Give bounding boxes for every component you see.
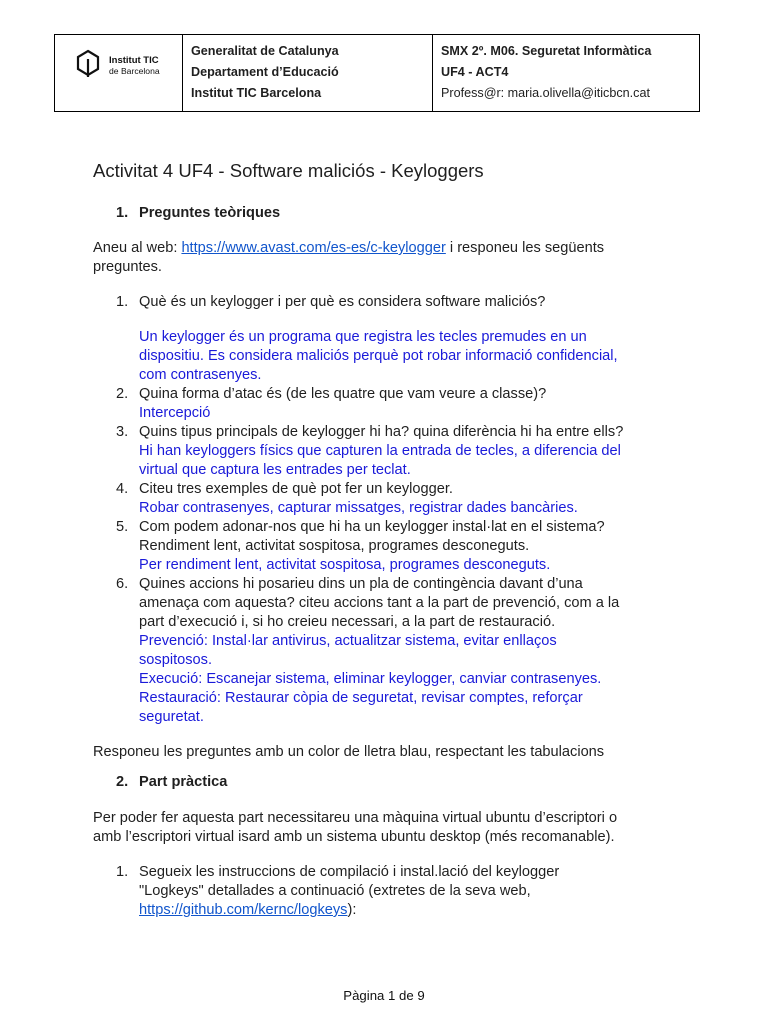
answer-text: Execució: Escanejar sistema, eliminar keylogger, canviar contrasenyes. — [139, 671, 602, 687]
practice-intro: amb l’escriptori virtual isard amb un sistema ubuntu desktop (més recomanable). — [93, 829, 615, 845]
document-header-table — [54, 34, 700, 112]
question-number: 3. — [116, 424, 129, 440]
step-number: 1. — [116, 864, 129, 880]
intro-text-after: i responeu les següents — [445, 240, 605, 256]
answer-text: sospitosos. — [139, 652, 213, 668]
logo-line-1: Institut TIC — [109, 55, 159, 66]
question-text: Què és un keylogger i per què es considera software maliciós? — [139, 294, 546, 310]
answer-text: Intercepció — [139, 405, 211, 421]
course-title: SMX 2º. M06. Seguretat Informàtica — [441, 44, 652, 58]
header-line: Generalitat de Catalunya — [191, 44, 339, 58]
answer-text: virtual que captura les entrades per teclat. — [139, 462, 411, 478]
page-footer: Pàgina 1 de 9 — [343, 988, 425, 1003]
answer-text: seguretat. — [139, 709, 204, 725]
question-text: part d’execució i, si ho creieu necessari, a la part de restauració. — [139, 614, 556, 630]
question-text: Com podem adonar-nos que hi ha un keylogger instal·lat en el sistema? — [139, 519, 605, 535]
intro-text: Aneu al web: — [93, 240, 182, 256]
page-title: Activitat 4 UF4 - Software maliciós - Keyloggers — [93, 160, 484, 181]
question-number: 5. — [116, 519, 129, 535]
header-course-cell — [433, 35, 699, 111]
question-number: 6. — [116, 576, 129, 592]
teacher-contact: Profess@r: maria.olivella@iticbcn.cat — [441, 86, 650, 100]
logo-line-2: de Barcelona — [109, 66, 160, 76]
hexagon-logo-icon — [75, 49, 101, 83]
question-text: Quina forma d’atac és (de les quatre que vam veure a classe)? — [139, 386, 547, 402]
section-number: 2. — [116, 774, 129, 790]
course-unit: UF4 - ACT4 — [441, 65, 509, 79]
intro-paragraph — [93, 239, 604, 258]
section-heading: Preguntes teòriques — [139, 205, 281, 221]
avast-link[interactable]: https://www.avast.com/es-es/c-keylogger — [181, 240, 446, 256]
step-text: Segueix les instruccions de compilació i instal.lació del keylogger — [139, 864, 560, 880]
question-number: 1. — [116, 294, 129, 310]
section-number: 1. — [116, 205, 129, 221]
answer-text: dispositiu. Es considera maliciós perquè pot robar informació confidencial, — [139, 348, 618, 364]
step-text-link-line — [139, 901, 679, 920]
question-text: Citeu tres exemples de què pot fer un keylogger. — [139, 481, 453, 497]
header-line: Departament d’Educació — [191, 65, 339, 79]
question-text: Rendiment lent, activitat sospitosa, programes desconeguts. — [139, 538, 530, 554]
answer-text: Prevenció: Instal·lar antivirus, actualitzar sistema, evitar enllaços — [139, 633, 557, 649]
intro-paragraph-line2: preguntes. — [93, 259, 162, 275]
logkeys-github-link[interactable]: https://github.com/kernc/logkeys — [139, 902, 348, 918]
answer-text: Robar contrasenyes, capturar missatges, registrar dades bancàries. — [139, 500, 578, 516]
question-number: 2. — [116, 386, 129, 402]
step-text-end: ): — [347, 902, 357, 918]
answer-text: Per rendiment lent, activitat sospitosa, programes desconeguts. — [139, 557, 551, 573]
answer-text: Restauració: Restaurar còpia de seguretat, revisar comptes, reforçar — [139, 690, 583, 706]
answer-text: com contrasenyes. — [139, 367, 262, 383]
section-heading: Part pràctica — [139, 774, 228, 790]
answer-text: Hi han keyloggers físics que capturen la entrada de tecles, a diferencia del — [139, 443, 621, 459]
practice-intro: Per poder fer aquesta part necessitareu una màquina virtual ubuntu d’escriptori o — [93, 810, 618, 826]
question-text: amenaça com aquesta? citeu accions tant a la part de prevenció, com a la — [139, 595, 620, 611]
question-number: 4. — [116, 481, 129, 497]
step-text: "Logkeys" detallades a continuació (extretes de la seva web, — [139, 883, 531, 899]
logo-text — [109, 56, 160, 76]
header-institution-cell — [183, 35, 433, 111]
answer-text: Un keylogger és un programa que registra les tecles premudes en un — [139, 329, 587, 345]
institution-logo — [55, 35, 183, 111]
header-line: Institut TIC Barcelona — [191, 86, 322, 100]
question-text: Quins tipus principals de keylogger hi ha? quina diferència hi ha entre ells? — [139, 424, 624, 440]
question-text: Quines accions hi posarieu dins un pla de contingència davant d’una — [139, 576, 583, 592]
instruction-text: Responeu les preguntes amb un color de lletra blau, respectant les tabulacions — [93, 744, 605, 760]
